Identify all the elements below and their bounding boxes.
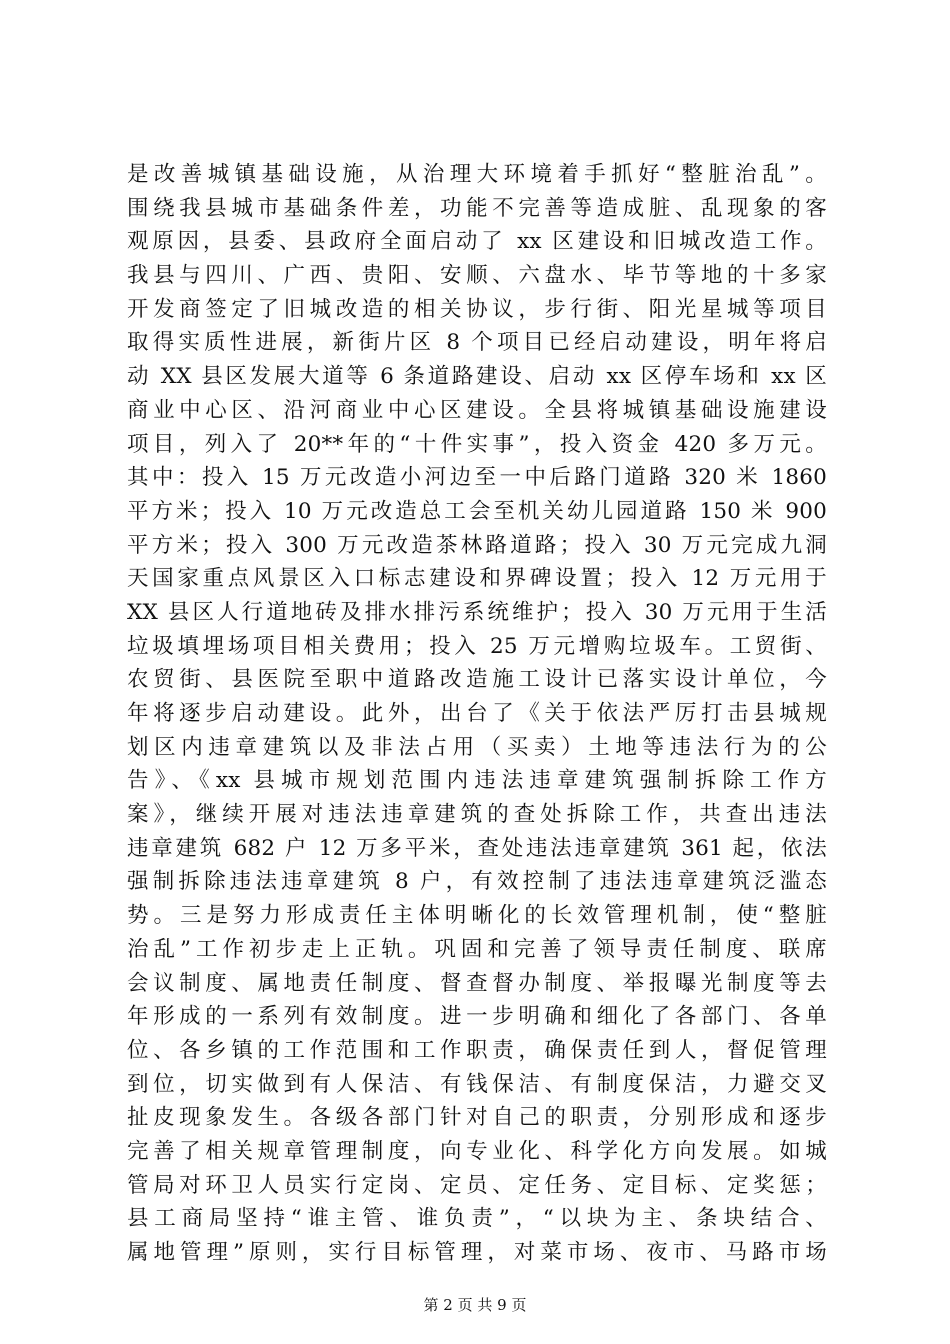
text-line: 动 XX 县区发展大道等 6 条道路建设、启动 xx 区停车场和 xx 区 <box>127 364 827 390</box>
text-line: 会议制度、属地责任制度、督查督办制度、举报曝光制度等去 <box>127 970 827 996</box>
text-line: 是改善城镇基础设施，从治理大环境着手抓好“整脏治乱”。 <box>127 162 827 187</box>
text-line: 其中：投入 15 万元改造小河边至一中后路门道路 320 米 1860 <box>127 465 827 491</box>
text-line: 平方米；投入 300 万元改造茶林路道路；投入 30 万元完成九洞 <box>127 532 827 558</box>
body-text <box>127 158 827 1270</box>
text-line: 完善了相关规章管理制度，向专业化、科学化方向发展。如城 <box>127 1138 827 1164</box>
text-line: 农贸街、县医院至职中道路改造施工设计已落实设计单位，今 <box>127 667 827 693</box>
text-line: 到位，切实做到有人保洁、有钱保洁、有制度保洁，力避交叉 <box>127 1071 827 1097</box>
text-line: 平方米；投入 10 万元改造总工会至机关幼儿园道路 150 米 900 <box>127 498 827 524</box>
text-line: 观原因，县委、县政府全面启动了 xx 区建设和旧城改造工作。 <box>127 229 827 255</box>
text-line: 年形成的一系列有效制度。进一步明确和细化了各部门、各单 <box>127 1004 827 1030</box>
text-line: 我县与四川、广西、贵阳、安顺、六盘水、毕节等地的十多家 <box>127 263 827 289</box>
text-line: 强制拆除违法违章建筑 8 户，有效控制了违法违章建筑泛滥态 <box>127 869 827 895</box>
text-line: 势。三是努力形成责任主体明晰化的长效管理机制，使“整脏 <box>127 903 827 929</box>
text-line: 取得实质性进展，新街片区 8 个项目已经启动建设，明年将启 <box>127 330 827 356</box>
text-line: 围绕我县城市基础条件差，功能不完善等造成脏、乱现象的客 <box>127 195 827 221</box>
text-line: 划区内违章建筑以及非法占用（买卖）土地等违法行为的公 <box>127 734 827 760</box>
text-line: 管局对环卫人员实行定岗、定员、定任务、定目标、定奖惩； <box>127 1172 827 1198</box>
text-line: 开发商签定了旧城改造的相关协议，步行街、阳光星城等项目 <box>127 296 827 322</box>
text-line: 扯皮现象发生。各级各部门针对自己的职责，分别形成和逐步 <box>127 1105 827 1131</box>
text-line: 属地管理”原则，实行目标管理，对菜市场、夜市、马路市场 <box>127 1240 827 1265</box>
text-line: 案》，继续开展对违法违章建筑的查处拆除工作，共查出违法 <box>127 802 827 828</box>
text-line: 违章建筑 682 户 12 万多平米，查处违法违章建筑 361 起，依法 <box>127 835 827 861</box>
text-line: 项目，列入了 20**年的“十件实事”，投入资金 420 多万元。 <box>127 431 827 457</box>
text-line: 县工商局坚持“谁主管、谁负责”，“以块为主、条块结合、 <box>127 1206 827 1232</box>
text-line: 位、各乡镇的工作范围和工作职责，确保责任到人，督促管理 <box>127 1037 827 1063</box>
text-line: 年将逐步启动建设。此外，出台了《关于依法严厉打击县城规 <box>127 701 827 726</box>
page-footer: 第 2 页 共 9 页 <box>423 1296 527 1314</box>
text-line: 商业中心区、沿河商业中心区建设。全县将城镇基础设施建设 <box>127 397 827 423</box>
text-line: 天国家重点风景区入口标志建设和界碑设置；投入 12 万元用于 <box>127 566 827 592</box>
text-line: 垃圾填埋场项目相关费用；投入 25 万元增购垃圾车。工贸街、 <box>127 633 827 659</box>
text-line: 告》、《xx 县城市规划范围内违法违章建筑强制拆除工作方 <box>127 768 827 794</box>
text-line: XX 县区人行道地砖及排水排污系统维护；投入 30 万元用于生活 <box>127 599 827 625</box>
text-line: 治乱”工作初步走上正轨。巩固和完善了领导责任制度、联席 <box>127 936 827 962</box>
